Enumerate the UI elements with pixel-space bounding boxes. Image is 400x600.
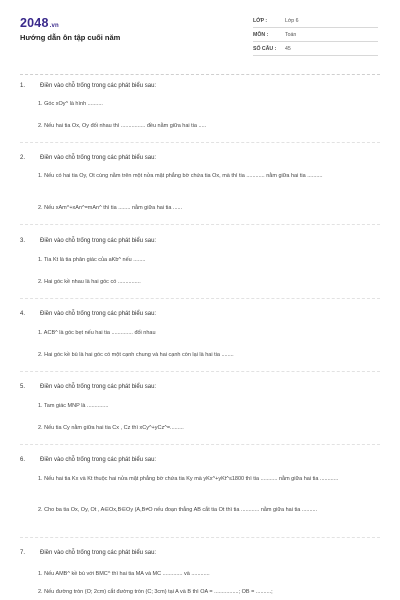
- question-3-item-2: 2. Hai góc kề nhau là hai góc có ...............: [38, 279, 141, 285]
- question-2-item-1: 1. Nếu có hai tia Oy, Ot cùng nằm trên một nửa mặt phẳng bờ chứa tia Ox, mà thì tia ............ nằm giữa hai tia ..........: [38, 173, 323, 179]
- question-4-item-1: 1. ACB^ là góc bẹt nếu hai tia .............. đối nhau: [38, 330, 156, 336]
- separator: [20, 224, 380, 225]
- header-divider: [20, 74, 380, 75]
- worksheet-page: 2048.vn Hướng dẫn ôn tập cuối năm LỚP : Lớp 6 MÔN : Toán SỐ CÂU : 45 1. Điền vào chỗ trống trong các phát biểu sau: 1. Góc xOy^ là hình .......... 2. Nếu hai tia Ox, Oy đối nhau thì ................ đều nằm giữa hai tia ..... 2. Điền vào chỗ trống trong các phát biểu sau: 1. Nếu có hai tia Oy, Ot cùng nằm trên một nửa mặt phẳng bờ chứa tia Ox, mà thì tia ............ nằm giữa hai tia .......... 2. Nếu xAm^+xAn^=mAn^ thì tia ........ nằm giữa hai tia ...... 3. Điền vào chỗ trống trong các phát biểu sau: 1. Tia Kt là tia phân giác của aKb^ nếu ........ 2. Hai góc kề nhau là hai góc có ............... 4. Điền vào chỗ trống trong các phát biểu sau: 1. ACB^ là góc bẹt nếu hai tia .............. đối nhau 2. Hai góc kề bù là hai góc có một cạnh chung và hai cạnh còn lại là hai tia ........ 5. Điền vào chỗ trống trong các phát biểu sau: 1. Tam giác MNP là .............. 2. Nếu tia Cy nằm giữa hai tia Cx , Cz thì xCy^+yCz^=......... 6. Điền vào chỗ trống trong các phát biểu sau: 1. Nếu hai tia Kx và Kt thuộc hai nửa mặt phẳng bờ chứa tia Ky mà yKx^+yKt^≤1800 thì tia ........... nằm giữa hai tia ............ 2. Cho ba tia Ox, Oy, Ot , A∈Ox,B∈Oy (A,B≠O nếu đoạn thẳng AB cắt tia Ot thì tia ............ nằm giữa hai tia .......... 7. Điền vào chỗ trống trong các phát biểu sau: 1. Nếu AMB^ kề bù với BMC^ thì hai tia MA và MC ............. và ............ 2. Nếu đường tròn (O; 2cm) cắt đường tròn (C; 3cm) tại A và B thì OA = ................; OB = ..........;: [0, 0, 400, 600]
- meta-class: LỚP : Lớp 6: [253, 16, 378, 28]
- separator: [20, 298, 380, 299]
- separator: [20, 537, 380, 538]
- logo: 2048.vn: [20, 16, 59, 30]
- meta-subject: MÔN : Toán: [253, 30, 378, 42]
- question-3-item-1: 1. Tia Kt là tia phân giác của aKb^ nếu ........: [38, 257, 146, 263]
- question-4-item-2: 2. Hai góc kề bù là hai góc có một cạnh chung và hai cạnh còn lại là hai tia ........: [38, 352, 234, 358]
- question-1-item-2: 2. Nếu hai tia Ox, Oy đối nhau thì ................ đều nằm giữa hai tia .....: [38, 123, 207, 129]
- question-1-item-1: 1. Góc xOy^ là hình ..........: [38, 101, 103, 107]
- question-5-item-2: 2. Nếu tia Cy nằm giữa hai tia Cx , Cz thì xCy^+yCz^=.........: [38, 425, 184, 431]
- separator: [20, 142, 380, 143]
- separator: [20, 444, 380, 445]
- question-6-item-1: 1. Nếu hai tia Kx và Kt thuộc hai nửa mặt phẳng bờ chứa tia Ky mà yKx^+yKt^≤1800 thì tia ........... nằm giữa hai tia ............: [38, 476, 339, 482]
- question-7-item-2: 2. Nếu đường tròn (O; 2cm) cắt đường tròn (C; 3cm) tại A và B thì OA = ................; OB = ..........;: [38, 589, 273, 595]
- question-5-item-1: 1. Tam giác MNP là ..............: [38, 403, 109, 409]
- meta-question-count: SỐ CÂU : 45: [253, 44, 378, 56]
- question-7-item-1: 1. Nếu AMB^ kề bù với BMC^ thì hai tia MA và MC ............. và ............: [38, 571, 210, 577]
- separator: [20, 371, 380, 372]
- header: [0, 0, 400, 66]
- page-title: Hướng dẫn ôn tập cuối năm: [20, 33, 121, 42]
- question-2-item-2: 2. Nếu xAm^+xAn^=mAn^ thì tia ........ nằm giữa hai tia ......: [38, 205, 183, 211]
- question-6-item-2: 2. Cho ba tia Ox, Oy, Ot , A∈Ox,B∈Oy (A,B≠O nếu đoạn thẳng AB cắt tia Ot thì tia ............ nằm giữa hai tia ..........: [38, 507, 318, 513]
